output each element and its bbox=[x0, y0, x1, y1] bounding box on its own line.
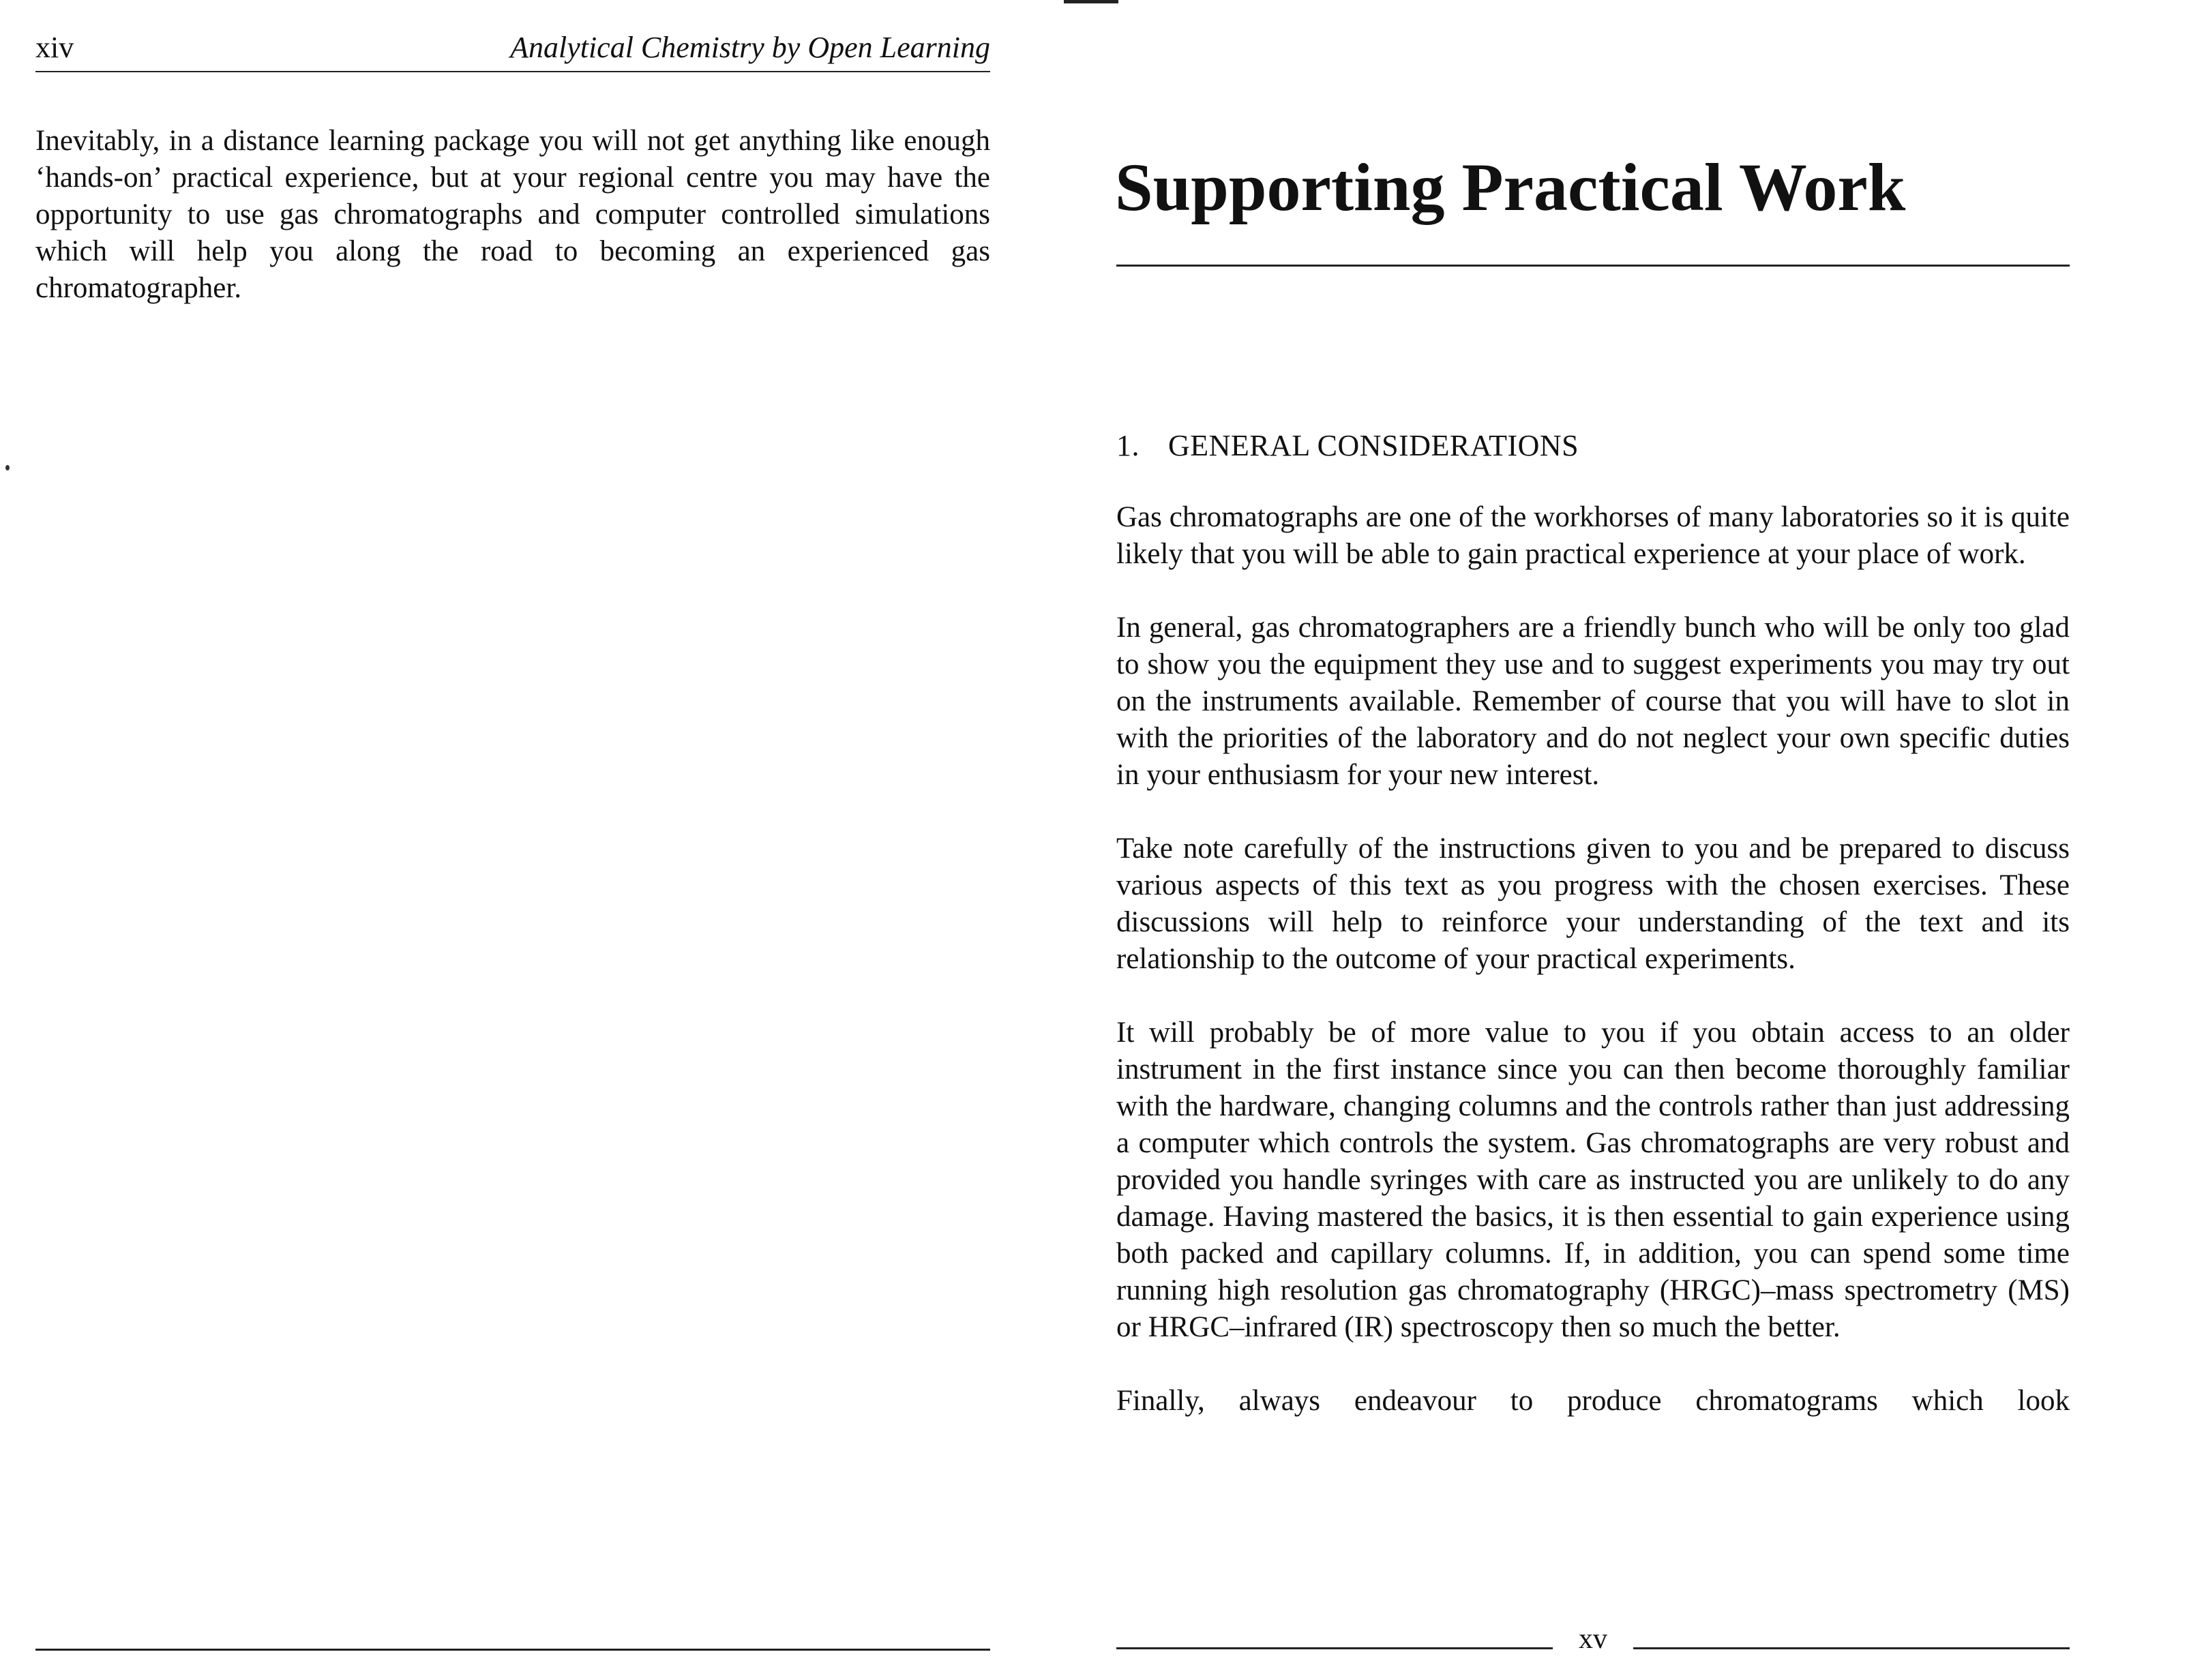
paragraph: In general, gas chromatographers are a friendly bunch who will be only too glad to show you the equipment they use and to suggest experiments you may try out on the instruments available. Remember of course that you will have to slot in with the priorities of the laboratory and do not neglect your own specific duties in your enthusiasm for your new interest. bbox=[1116, 612, 2070, 791]
title-rule bbox=[1116, 265, 2070, 267]
chapter-title: Supporting Practical Work bbox=[1115, 149, 1906, 225]
section-heading bbox=[1116, 428, 1579, 463]
paragraph: Take note carefully of the instructions given to you and be prepared to discuss various aspects of this text as you progress with the chosen exercises. These discussions will help to reinforce your understanding of the text and its relationship to the outcome of your practical experiments. bbox=[1116, 832, 2070, 975]
paragraph: It will probably be of more value to you if you obtain access to an older instrument in the first instance since you can then become thoroughly familiar with the hardware, changing columns and the controls rather than just addressing a computer which controls the system. Gas chromatographs are very robust and provided you handle syringes with care as instructed you are unlikely to do any damage. Having mastered the basics, it is then essential to gain experience using both packed and capillary columns. If, in addition, you can spend some time running high resolution gas chromatography (HRGC)–mass spectrometry (MS) or HRGC–infrared (IR) spectroscopy then so much the better. bbox=[1116, 1017, 2070, 1343]
page-number-left: xiv bbox=[35, 31, 74, 64]
paragraph: Gas chromatographs are one of the workhorses of many laboratories so it is quite likely that you will be able to gain practical experience at your place of work. bbox=[1116, 501, 2070, 570]
left-footer-rule bbox=[35, 1649, 990, 1651]
page-number-right: xv bbox=[1579, 1623, 1607, 1655]
left-paragraph: Inevitably, in a distance learning package you will not get anything like enough ‘hands-on’ practical experience, but at your regional centre you may have the opportunity to use gas chromatographs and computer controlled simulations which will help you along the road to becoming an experienced gas chromatographer. bbox=[35, 125, 990, 304]
right-page bbox=[1094, 0, 2189, 1680]
left-page bbox=[0, 0, 1094, 1680]
running-title: Analytical Chemistry by Open Learning bbox=[510, 31, 990, 64]
stray-ink-mark bbox=[5, 465, 10, 470]
footer-rule-right bbox=[1633, 1647, 2070, 1649]
running-head bbox=[35, 30, 990, 72]
section-number: 1. bbox=[1116, 429, 1140, 462]
paragraph: Finally, always endeavour to produce chromatograms which look bbox=[1116, 1385, 2070, 1417]
page-footer bbox=[1116, 1623, 2070, 1655]
section-title: GENERAL CONSIDERATIONS bbox=[1168, 429, 1579, 462]
right-body bbox=[1116, 499, 2070, 1420]
